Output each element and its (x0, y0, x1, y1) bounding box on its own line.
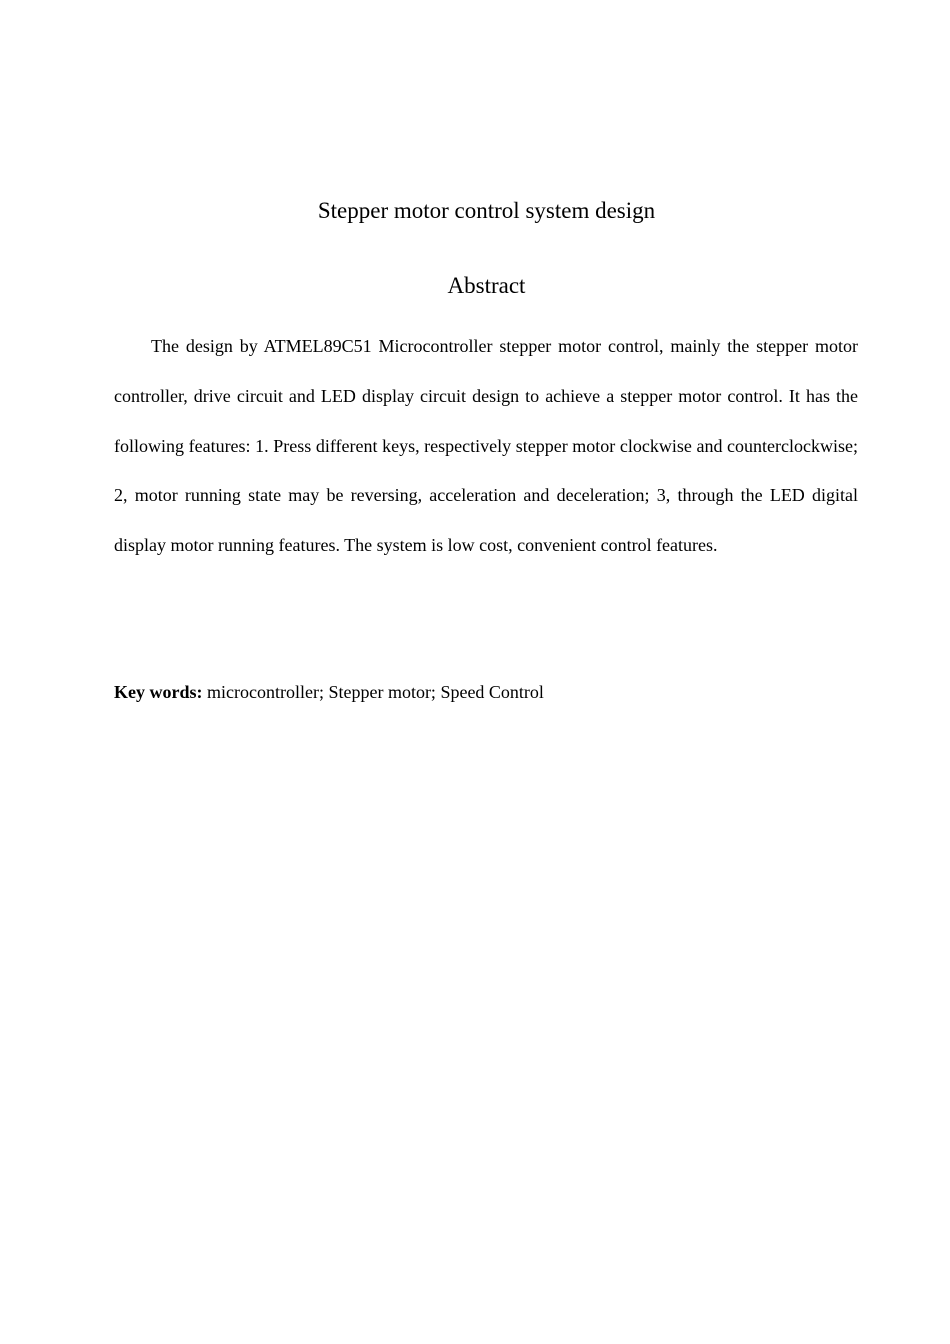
document-title: Stepper motor control system design (317, 198, 656, 223)
abstract-paragraph: The design by ATMEL89C51 Microcontroller stepper motor control, mainly the stepper motor controller, drive circuit and LED display circuit design to achieve a stepper motor control. It has the following features: 1. Press different keys, respectively stepper motor clockwise and counterclockwise; 2, motor running state may be reversing, acceleration and deceleration; 3, through the LED digital display motor running features. The system is low cost, convenient control features. (114, 336, 858, 556)
keywords-line (114, 678, 858, 706)
keywords-text: microcontroller; Stepper motor; Speed Control (202, 682, 544, 702)
keywords-label: Key words: (114, 682, 203, 702)
abstract-heading: Abstract (447, 273, 526, 298)
